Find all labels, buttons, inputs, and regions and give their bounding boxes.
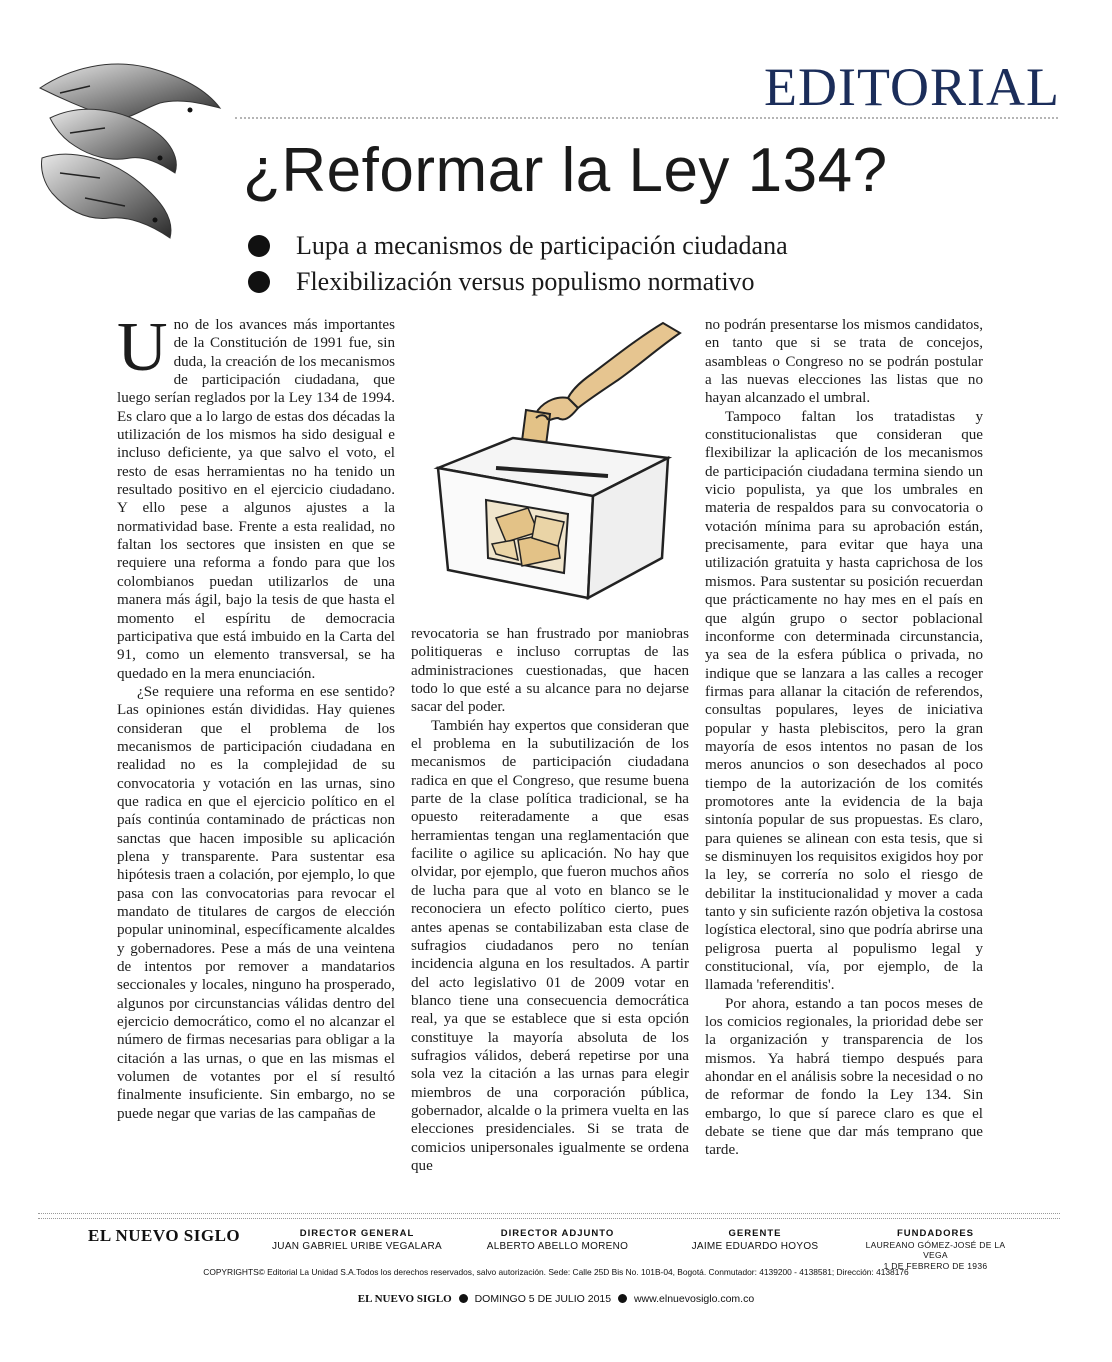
subhead-item xyxy=(248,264,788,300)
bullet-icon xyxy=(459,1294,468,1303)
pagebar-url[interactable]: www.elnuevosiglo.com.co xyxy=(633,1293,755,1305)
horses-sculpture-logo xyxy=(30,48,230,248)
subhead-text: Lupa a mecanismos de participación ciudadana xyxy=(296,231,788,260)
bullet-icon xyxy=(248,271,270,293)
staff-fundadores xyxy=(858,1228,1013,1271)
ballot-box-illustration xyxy=(418,318,688,608)
article-paragraph: Tampoco faltan los tratadistas y constitucionalistas que consideran que flexibilizar la aplicación de los mecanismos de participación ciudadana termina siendo un vicio populista, ya que los umbrales en materia de respaldos para su convocatoria o votación mínima para su aprobación están, precisamente, para evitar que haya una utilización gratuita y hasta caprichosa de los mismos. Para sustentar su posición recuerdan que prácticamente no hay mes en el país en que algún grupo o sector poblacional inconforme con determinada circunstancia, ya sea de la esfera pública o privada, no indique que se lanzara a las calles a recoger firmas para allanar la citación de referendos, consultas populares, leyes de iniciativa popular y hasta plebiscitos, pero la gran mayoría de esos intentos no pasan de los meros anuncios o son desechados al poco tiempo de la autorización de los comités promotores ante la evidencia de la baja sintonía popular de sus propuestas. Es claro, para quienes se alinean con esta tesis, que si se disminuyen los requisitos exigidos hoy por la ley, se correría no solo el riesgo de debilitar la institucionalidad y mover a cada tanto y sin suficiente razón objetiva la costosa logística electoral, sino que podría abrirse una peligrosa puerta al populismo legal y constitucional, vía, por ejemplo, de la llamada 'referenditis'. xyxy=(705,408,983,994)
staff-gerente xyxy=(680,1228,830,1252)
staff-director-adjunto xyxy=(470,1228,645,1252)
dropcap: U xyxy=(117,309,168,386)
article-paragraph xyxy=(117,309,395,683)
pagebar-date: DOMINGO 5 DE JULIO 2015 xyxy=(474,1293,612,1305)
article-column-1 xyxy=(117,309,395,1123)
copyright-line: COPYRIGHTS© Editorial La Unidad S.A.Todos los derechos reservados, salvo autorización. Sede: Calle 25D Bis No. 101B-04, Bogotá. Conmutador: 4139200 - 4138581; Dirección: 4138176 xyxy=(203,1267,909,1277)
article-paragraph: ¿Se requiere una reforma en ese sentido? Las opiniones están divididas. Hay quienes consideran que el problema de los mecanismos de participación ciudadana en realidad no es la complejidad de su convocatoria y votación en las urnas, sino que radica en que el ejercicio político en el país continúa contaminado de prácticas non sanctas que hacen imposible su aplicación plena y transparente. Para sustentar esa hipótesis traen a colación, por ejemplo, lo que pasa con las convocatorias para revocar el mandato de titulares de cargos de elección popular uninominal, específicamente alcaldes y gobernadores. Pese a más de una veintena de intentos por remover a mandatarios seccionales y locales, ninguno ha prosperado, algunos por circunstancias válidas dentro del ejercicio democrático, como el no alcanzar el número de firmas necesarias para obligar a la citación a las urnas, o que en las mismas el volumen de votantes por el sí resultó finalmente insuficiente. Sin embargo, no se puede negar que varias de las campañas de xyxy=(117,683,395,1122)
staff-director-general xyxy=(262,1228,452,1252)
footer-rule xyxy=(38,1213,1060,1214)
headline: ¿Reformar la Ley 134? xyxy=(243,136,888,205)
paragraph-text: no de los avances más importantes de la Constitución de 1991 fue, sin duda, la creación de los mecanismos de participación ciudadana, que luego serían reglados por la Ley 134 de 1994. Es claro que a lo largo de estas dos décadas la utilización de los mismos ha sido desigual e incluso deficiente, ya que salvo el voto, el resto de esas herramientas no ha tenido un resultado positivo en el ejercicio ciudadano. Y ello pese a algunos ajustes a la normatividad base. Frente a esta realidad, no faltan los sectores que insisten en que se requiere una reforma a fondo para que los colombianos puedan utilizarlos de una manera más ágil, bajo la tesis de que hasta el momento el espíritu de democracia participativa que está imbuido en la Carta del 91, como un elemento transversal, se ha quedado en la mera enunciación. xyxy=(117,317,395,682)
staff-name: LAUREANO GÓMEZ-JOSÉ DE LA VEGA xyxy=(865,1240,1006,1260)
staff-name: JUAN GABRIEL URIBE VEGALARA xyxy=(272,1241,442,1252)
staff-role: FUNDADORES xyxy=(896,1228,975,1239)
section-label: EDITORIAL xyxy=(764,57,1060,117)
page-footer-bar xyxy=(0,1293,1112,1305)
subhead-item xyxy=(248,228,788,264)
staff-role: DIRECTOR ADJUNTO xyxy=(500,1228,615,1239)
article-paragraph: También hay expertos que consideran que el problema en la subutilización de los mecanismos de participación ciudadana radica en que el Congreso, que resume buena parte de la clase política tradicional, se ha opuesto reiteradamente a que esas herramientas tengan una reglamentación que facilite o agilice su aplicación. No hay que olvidar, por ejemplo, que fueron muchos años de lucha para que al voto en blanco se le reconociera un efecto político cierto, pues antes apenas se contabilizaban esta clase de sufragios ciudadanos pero no tenían incidencia alguna en los resultados. A partir del acto legislativo 01 de 2009 votar en blanco tiene una consecuencia democrática real, ya que se establece que si esta opción constituye la mayoría absoluta de los sufragios válidos, deberá repetirse por una sola vez la citación a las urnas para elegir miembros de una corporación pública, gobernador, alcalde o la primera vuelta en las elecciones presidenciales. Si se trata de comicios unipersonales igualmente se ordena que xyxy=(411,717,689,1174)
subhead-text: Flexibilización versus populismo normativo xyxy=(296,267,755,296)
article-paragraph: revocatoria se han frustrado por maniobras politiqueras e incluso corruptas de las administraciones cuestionadas, que hacen todo lo que esté a su alcance para no dejarse sacar del poder. xyxy=(411,626,689,716)
pagebar-brand: EL NUEVO SIGLO xyxy=(357,1293,452,1305)
staff-name: JAIME EDUARDO HOYOS xyxy=(691,1241,819,1252)
staff-role: DIRECTOR GENERAL xyxy=(299,1228,415,1239)
subheads xyxy=(248,228,788,300)
staff-name: ALBERTO ABELLO MORENO xyxy=(486,1241,629,1252)
article-column-3 xyxy=(705,316,983,1160)
article-paragraph: Por ahora, estando a tan pocos meses de los comicios regionales, la prioridad debe ser la organización y transparencia de los mismos. Ya habrá tiempo después para ahondar en el análisis sobre la necesidad o no de reformar de fondo la Ley 134. Sin embargo, lo que sí parece claro es que el debate se tiene que dar más temprano que tarde. xyxy=(705,995,983,1159)
staff-role: GERENTE xyxy=(728,1228,782,1239)
founding-date: 1 DE FEBRERO DE 1936 xyxy=(883,1261,988,1271)
footer-rule xyxy=(38,1218,1060,1219)
article-paragraph: no podrán presentarse los mismos candidatos, en tanto que si se trata de concejos, asambleas o Congreso no se podrán postular a las nuevas elecciones las listas que no hayan alcanzado el umbral. xyxy=(705,317,983,407)
footer-brand: EL NUEVO SIGLO xyxy=(88,1226,241,1245)
bullet-icon xyxy=(248,235,270,257)
article-column-2 xyxy=(411,625,689,1175)
bullet-icon xyxy=(618,1294,627,1303)
